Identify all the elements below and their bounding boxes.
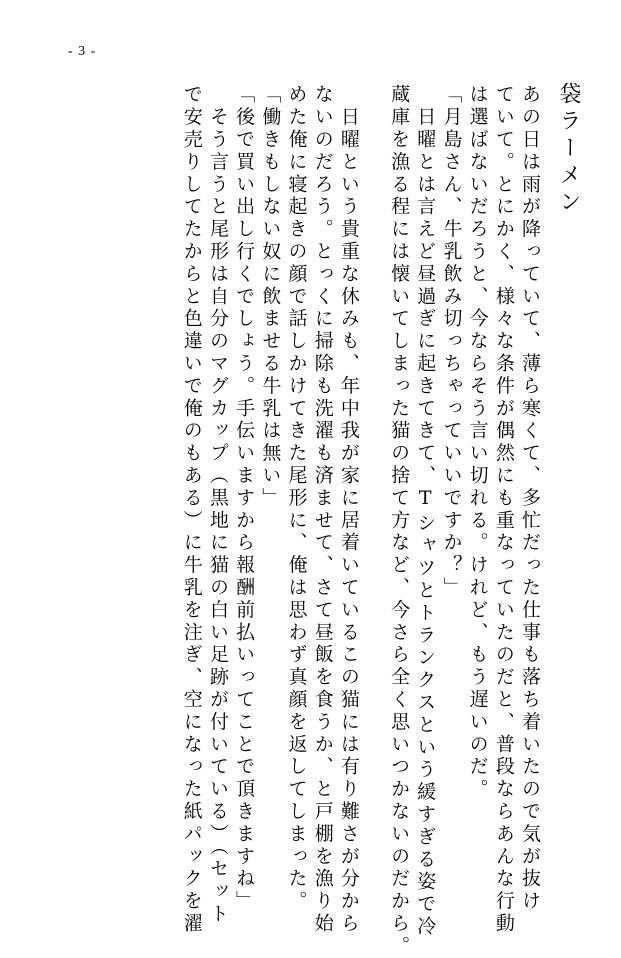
chapter-title: 袋ラーメン	[556, 82, 581, 217]
text-line: そう言うと尾形は自分のマグカップ（黒地に猫の白い足跡が付いている）（セット	[206, 84, 229, 926]
text-line: 「働きもしない奴に飲ませる牛乳は無い」	[259, 84, 282, 510]
text-line: 「月島さん、牛乳飲み切っちゃっていいですか？」	[440, 84, 463, 600]
text-line: で安売りしてたからと色違いで俺のもある）に牛乳を注ぎ、空になった紙パックを濯	[180, 84, 203, 936]
text-line: は選ばないだろうと、今ならそう言い切れる。けれど、もう遅いのだ。	[466, 84, 489, 801]
text-line: ていて。とにかく、様々な条件が偶然にも重なっていたのだと、普段ならあんな行動	[492, 84, 515, 936]
text-line: 日曜という貴重な休みも、年中我が家に居着いているこの猫には有り難さが分から	[337, 84, 360, 936]
text-line: 蔵庫を漁る程には懐いてしまった猫の捨て方など、今さら全く思いつかないのだから。	[388, 84, 411, 958]
text-line: 日曜とは言えど昼過ぎに起きてきて、Tシャツとトランクスという緩すぎる姿で冷	[414, 84, 437, 939]
text-line: あの日は雨が降っていて、薄ら寒くて、多忙だった仕事も落ち着いたので気が抜け	[519, 84, 541, 913]
text-line: ないのだろう。とっくに掃除も洗濯も済ませて、さて昼飯を食うか、と戸棚を漁り始	[311, 84, 334, 936]
text-line: 「後で買い出し行くでしょう。手伝いますから報酬前払いってことで頂きますね」	[233, 84, 256, 913]
text-line: めた俺に寝起きの顔で話しかけてきた尾形に、俺は思わず真顔を返してしまった。	[285, 84, 308, 913]
vertical-text-block	[175, 82, 581, 958]
page-number: - 3 -	[68, 44, 97, 59]
